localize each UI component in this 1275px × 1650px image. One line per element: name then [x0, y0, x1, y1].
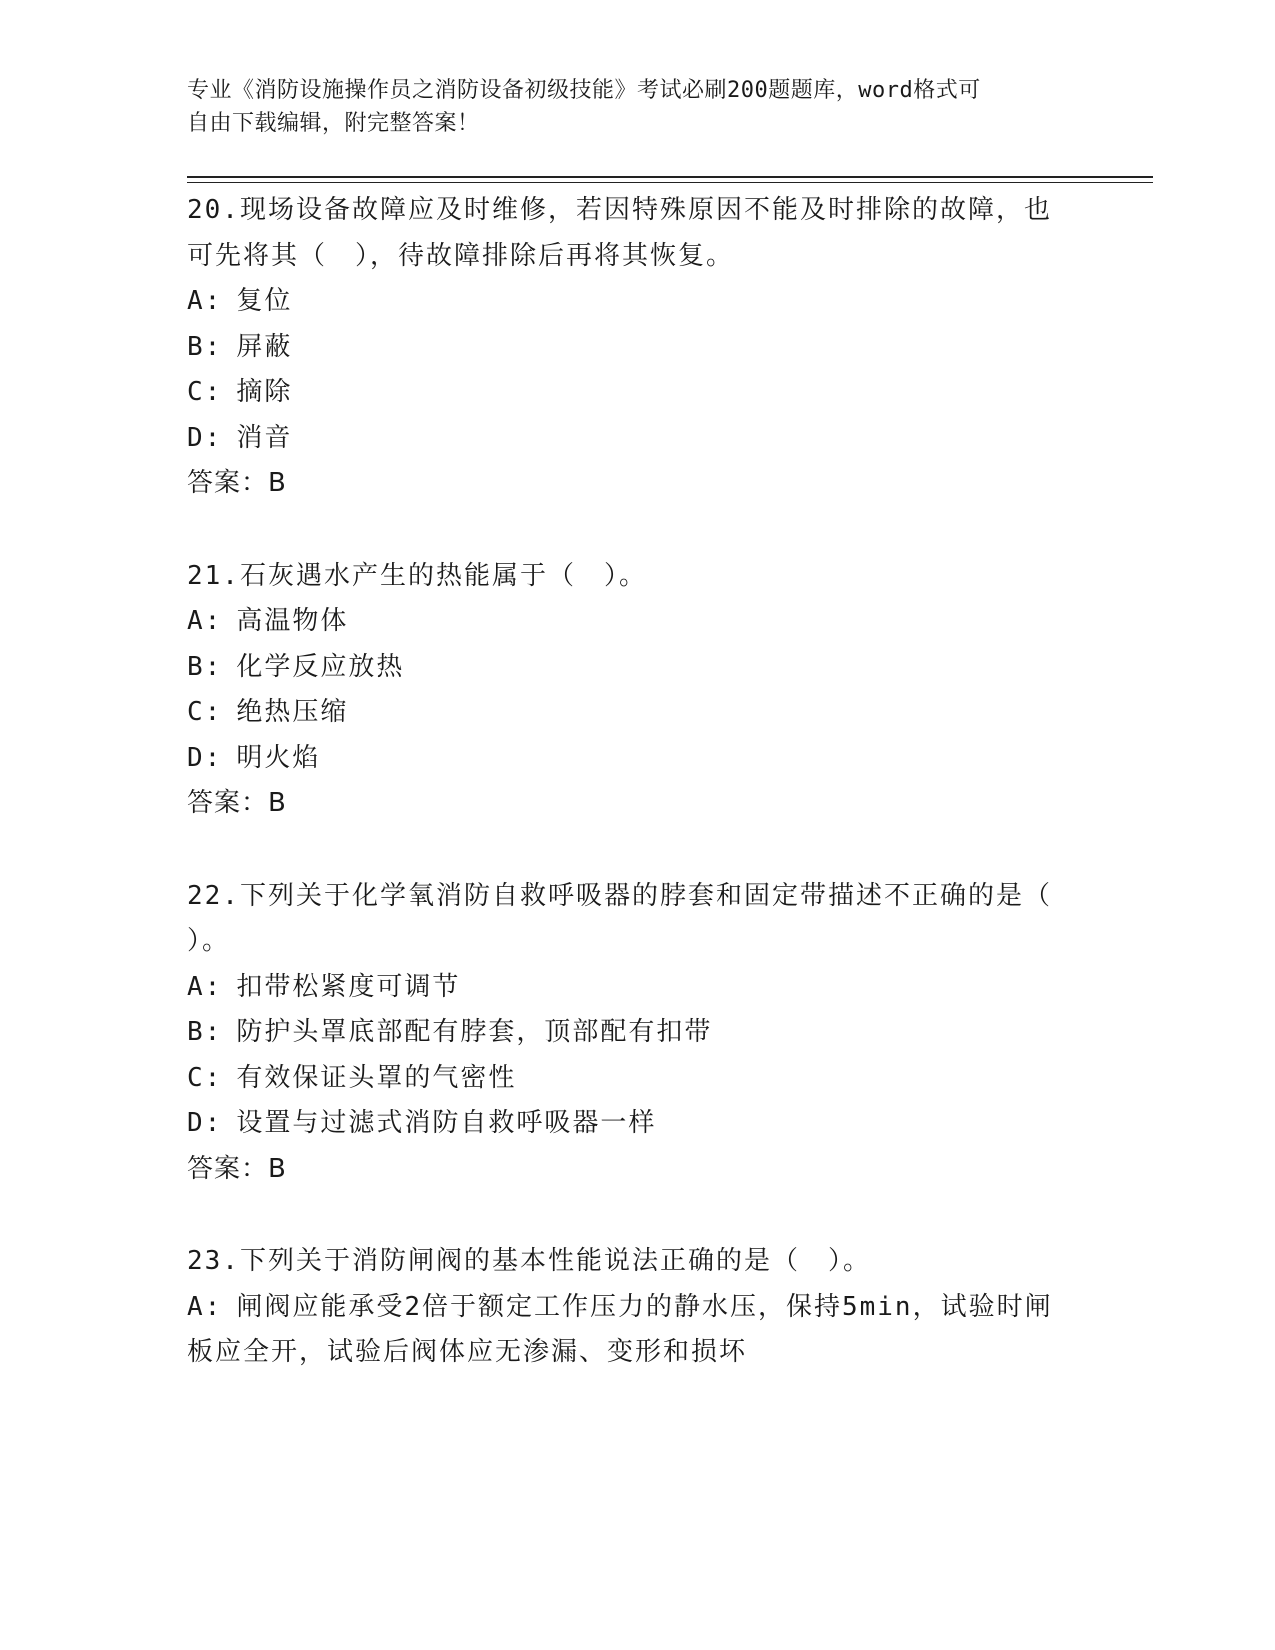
- option-text: 闸阀应能承受2倍于额定工作压力的静水压，保持5min，试验时闸: [236, 1291, 1053, 1322]
- option-b: [187, 645, 1087, 691]
- option-text: 复位: [236, 286, 293, 316]
- option-a: [187, 965, 1087, 1011]
- option-text: 防护头罩底部配有脖套，顶部配有扣带: [236, 1017, 713, 1047]
- question-text-line: 21.石灰遇水产生的热能属于（ ）。: [187, 560, 647, 591]
- question-21: [187, 554, 1087, 827]
- question-text-line: ）。: [187, 926, 231, 956]
- header-rule-thin: [187, 182, 1153, 183]
- option-b: [187, 1010, 1087, 1056]
- option-letter: B:: [187, 651, 223, 682]
- option-text: 绝热压缩: [236, 697, 349, 727]
- question-text-line: 20.现场设备故障应及时维修，若因特殊原因不能及时排除的故障，也: [187, 195, 1052, 225]
- header-line-1: 专业《消防设施操作员之消防设备初级技能》考试必刷200题题库，word格式可: [187, 78, 981, 103]
- answer-line: 答案：B: [187, 788, 287, 818]
- question-22: [187, 874, 1087, 1193]
- option-a: [187, 279, 1087, 325]
- option-text: 高温物体: [236, 606, 349, 636]
- option-a: [187, 599, 1087, 645]
- option-letter: D:: [187, 422, 223, 453]
- option-text: 明火焰: [236, 742, 321, 773]
- option-letter: A:: [187, 286, 223, 316]
- question-text-line: 23.下列关于消防闸阀的基本性能说法正确的是（ ）。: [187, 1246, 871, 1276]
- question-list: [187, 188, 1087, 1423]
- option-letter: B:: [187, 1017, 223, 1047]
- option-text: 消音: [236, 422, 293, 453]
- option-letter: B:: [187, 331, 223, 362]
- option-b: [187, 325, 1087, 371]
- answer-line: 答案：B: [187, 1153, 287, 1184]
- question-text-line: 可先将其（ ），待故障排除后再将其恢复。: [187, 240, 735, 271]
- answer-line: 答案：B: [187, 468, 287, 498]
- option-letter: A:: [187, 606, 223, 636]
- header-line-2: 自由下载编辑，附完整答案！: [187, 111, 480, 136]
- option-letter: D:: [187, 742, 223, 773]
- option-d: [187, 1101, 1087, 1147]
- option-text: 摘除: [236, 377, 293, 407]
- option-a: [187, 1285, 1087, 1331]
- question-23: [187, 1239, 1087, 1376]
- question-20: [187, 188, 1087, 507]
- option-continuation: 板应全开，试验后阀体应无渗漏、变形和损坏: [187, 1337, 748, 1367]
- option-letter: C:: [187, 1062, 223, 1093]
- option-letter: A:: [187, 1291, 223, 1322]
- option-letter: D:: [187, 1108, 223, 1138]
- option-text: 有效保证头罩的气密性: [236, 1062, 517, 1093]
- option-text: 屏蔽: [236, 331, 293, 362]
- option-c: [187, 1056, 1087, 1102]
- option-c: [187, 690, 1087, 736]
- option-text: 设置与过滤式消防自救呼吸器一样: [236, 1108, 657, 1138]
- header-rule-thick: [187, 176, 1153, 178]
- option-d: [187, 416, 1087, 462]
- option-d: [187, 736, 1087, 782]
- option-text: 化学反应放热: [236, 651, 405, 682]
- question-text-line: 22.下列关于化学氧消防自救呼吸器的脖套和固定带描述不正确的是（: [187, 880, 1052, 911]
- option-letter: C:: [187, 377, 223, 407]
- document-header: [187, 74, 1067, 140]
- option-letter: A:: [187, 971, 223, 1002]
- option-letter: C:: [187, 697, 223, 727]
- option-c: [187, 370, 1087, 416]
- option-text: 扣带松紧度可调节: [236, 971, 461, 1002]
